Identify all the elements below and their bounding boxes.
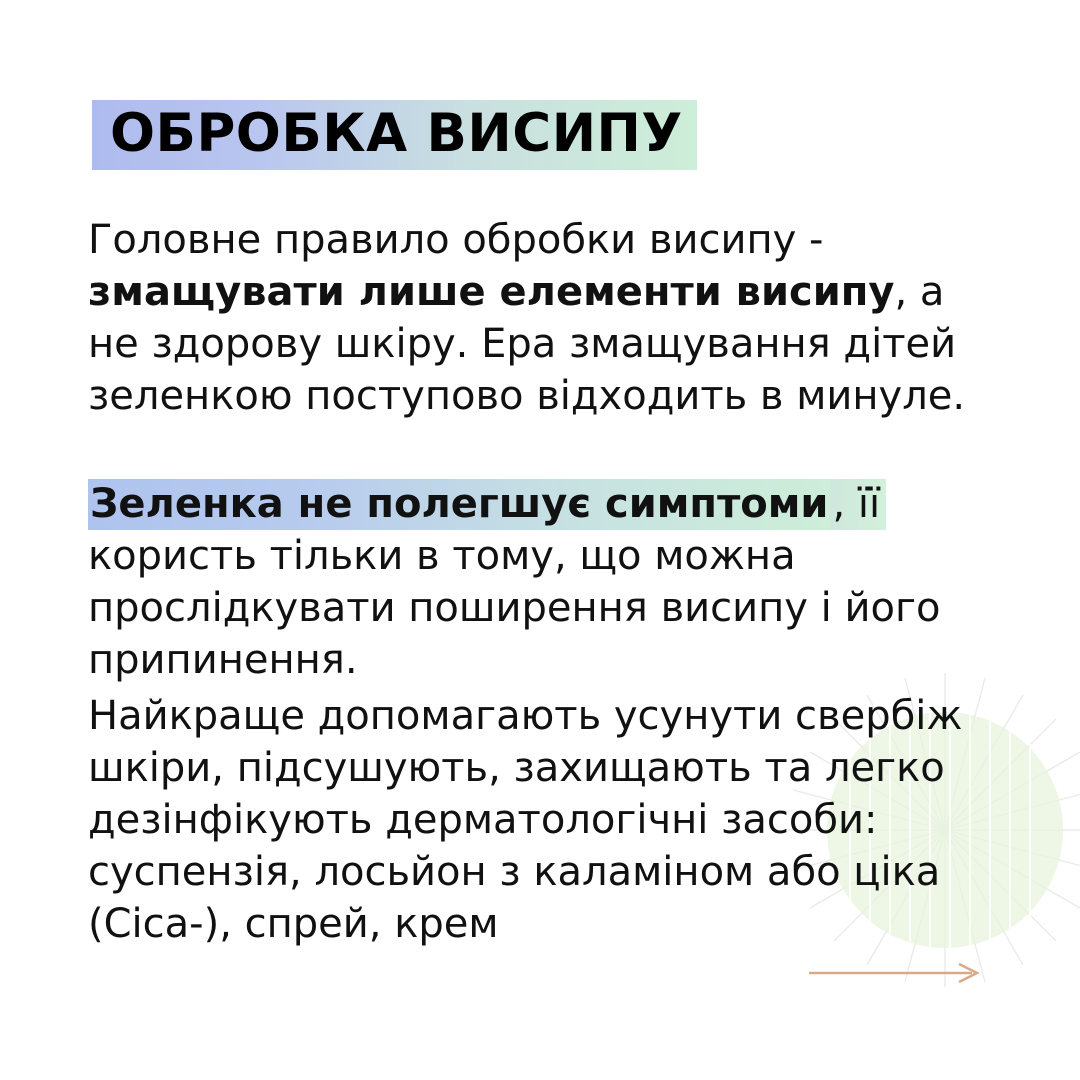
- paragraph2-rest: користь тільки в тому, що можна прослідкувати поширення висипу і його припинення.: [88, 532, 941, 683]
- paragraph1-lead: Головне правило обробки висипу -: [88, 216, 824, 263]
- paragraph1-rest: , а не здорову шкіру. Ера змащування дітей зеленкою поступово відходить в минуле.: [88, 268, 966, 419]
- paragraph-remedies: Найкраще допомагають усунути свербіж шкіри, підсушують, захищають та легко дезінфікують дерматологічні засоби: суспензія, лосьйон з каламіном або ціка (Cica-), спрей, крем: [88, 692, 963, 947]
- right-arrow: [807, 961, 982, 985]
- highlighted-statement: Зеленка не полегшує симптоми: [88, 479, 830, 530]
- paragraph-zelenka: [88, 478, 988, 686]
- page-title-wrapper: [92, 100, 697, 170]
- page-title: ОБРОБКА ВИСИПУ: [92, 100, 697, 170]
- paragraph1-bold: змащувати лише елементи висипу: [88, 268, 895, 315]
- highlighted-statement-tail: , її: [830, 479, 886, 530]
- paragraph-main-rule: [88, 214, 988, 422]
